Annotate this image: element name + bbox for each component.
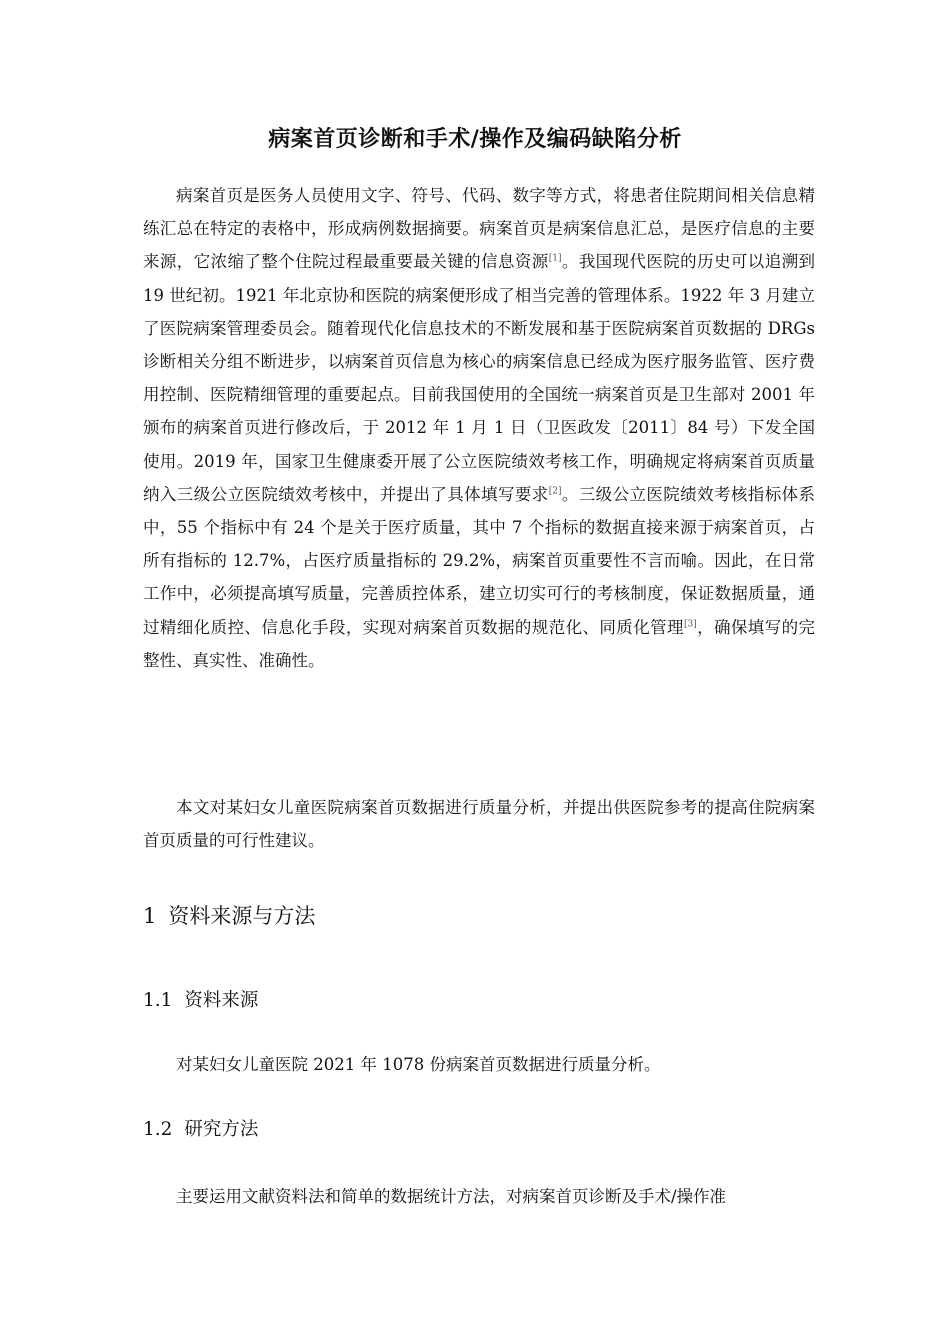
section-heading-1 (143, 900, 315, 930)
document-title: 病案首页诊断和手术/操作及编码缺陷分析 (268, 127, 682, 152)
intro-text-segment: ，确保填写的完整性、真实性、准确性。 (143, 617, 816, 670)
data-source-paragraph: 对某妇女儿童医院 2021 年 1078 份病案首页数据进行质量分析。 (176, 1055, 661, 1074)
citation-3[interactable]: [3] (683, 619, 697, 630)
intro-paragraph-2: 本文对某妇女儿童医院病案首页数据进行质量分析，并提出供医院参考的提高住院病案首页质量的可行性建议。 (143, 798, 815, 851)
subsection-number: 1.2 (143, 1119, 173, 1140)
intro-paragraph-1 (143, 179, 815, 677)
subsection-heading-1-1 (143, 986, 258, 1012)
section-number: 1 (143, 904, 157, 928)
citation-2[interactable]: [2] (548, 486, 562, 497)
subsection-heading-1-2 (143, 1115, 258, 1141)
section-title: 资料来源与方法 (168, 904, 316, 928)
subsection-number: 1.1 (143, 990, 173, 1011)
methods-paragraph: 主要运用文献资料法和简单的数据统计方法，对病案首页诊断及手术/操作准 (176, 1187, 727, 1206)
intro-text-segment: 病案首页是医务人员使用文字、符号、代码、数字等方式，将患者住院期间相关信息精练汇总在特定的表格中，形成病例数据摘要。病案首页是病案信息汇总，是医疗信息的主要来源，它浓缩了整个住院过程最重要最关键的信息资源 (143, 186, 815, 272)
intro-text-segment: 。我国现代医院的历史可以追溯到 19 世纪初。1921 年北京协和医院的病案便形成了相当完善的管理体系。1922 年 3 月建立了医院病案管理委员会。随着现代化信息技术的不断发展和基于医院病案首页数据的 DRGs 诊断相关分组不断进步，以病案首页信息为核心的病案信息已经成为医疗服务监管、医疗费用控制、医院精细管理的重要起点。目前我国使用的全国统一病案首页是卫生部对 2001 年颁布的病案首页进行修改后，于 2012 年 1 月 1 日（卫医政发〔2011〕84 号）下发全国使用。2019 年，国家卫生健康委开展了公立医院绩效考核工作，明确规定将病案首页质量纳入三级公立医院绩效考核中，并提出了具体填写要求 (143, 252, 816, 504)
subsection-title: 资料来源 (184, 990, 259, 1011)
intro-text-segment: 。三级公立医院绩效考核指标体系中，55 个指标中有 24 个是关于医疗质量，其中 7 个指标的数据直接来源于病案首页，占所有指标的 12.7%，占医疗质量指标的 29.2%，病案首页重要性不言而喻。因此，在日常工作中，必须提高填写质量，完善质控体系，建立切实可行的考核制度，保证数据质量，通过精细化质控、信息化手段，实现对病案首页数据的规范化、同质化管理 (143, 484, 816, 637)
subsection-title: 研究方法 (184, 1119, 259, 1140)
citation-1[interactable]: [1] (548, 253, 562, 264)
